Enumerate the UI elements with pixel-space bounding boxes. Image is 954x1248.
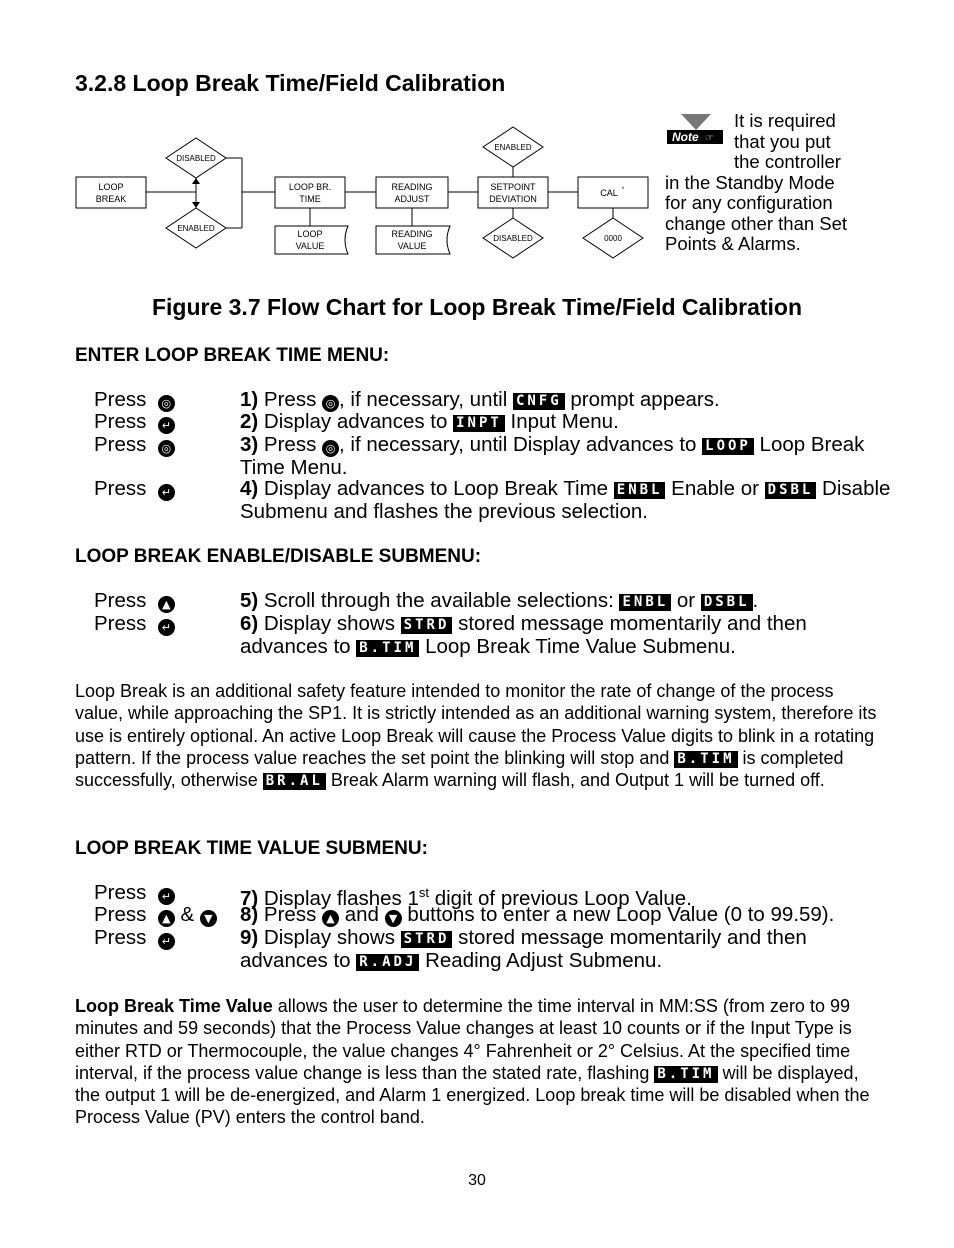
step-7: 7) Display flashes 1st digit of previous Loop Value. bbox=[240, 885, 692, 910]
fc-reading-value-l1: READING bbox=[391, 229, 433, 239]
up-button-icon: ▲ bbox=[322, 910, 339, 927]
lcd-loop: LOOP bbox=[702, 438, 754, 455]
fc-reading-value-l2: VALUE bbox=[397, 241, 427, 251]
menu-button-icon: ◎ bbox=[322, 440, 339, 457]
press-row-6: Press ↵ bbox=[94, 613, 175, 636]
press-row-9: Press ↵ bbox=[94, 927, 175, 950]
fc-setpoint-deviation-l1: SETPOINT bbox=[490, 182, 536, 192]
menu-button-icon: ◎ bbox=[158, 440, 175, 457]
step-2: 2) Display advances to INPT Input Menu. bbox=[240, 410, 619, 433]
step-5: 5) Scroll through the available selections: ENBL or DSBL . bbox=[240, 589, 759, 612]
section-title: 3.2.8 Loop Break Time/Field Calibration bbox=[75, 70, 506, 96]
lcd-dsbl: DSBL bbox=[765, 482, 817, 499]
fc-loop-break-l1: LOOP bbox=[98, 182, 124, 192]
note-line: for any configuration bbox=[665, 192, 833, 213]
section2-heading: LOOP BREAK ENABLE/DISABLE SUBMENU: bbox=[75, 546, 482, 567]
enter-button-icon: ↵ bbox=[158, 888, 175, 905]
fc-sp-enabled: ENABLED bbox=[494, 143, 532, 152]
svg-text:☞: ☞ bbox=[705, 133, 714, 144]
fc-loop-value-l2: VALUE bbox=[295, 241, 325, 251]
lcd-btim: B.TIM bbox=[356, 640, 419, 657]
fc-loop-br-time-l2: TIME bbox=[299, 194, 321, 204]
figure-caption: Figure 3.7 Flow Chart for Loop Break Time/Field Calibration bbox=[151, 294, 803, 320]
fc-setpoint-deviation-l2: DEVIATION bbox=[489, 194, 537, 204]
svg-text:*: * bbox=[621, 187, 625, 193]
up-button-icon: ▲ bbox=[158, 910, 175, 927]
fc-loop-break-l2: BREAK bbox=[95, 194, 127, 204]
step-9: 9) Display shows STRD stored message momentarily and then advances to R.ADJ Reading Adjust Submenu. bbox=[240, 926, 807, 972]
menu-button-icon: ◎ bbox=[158, 395, 175, 412]
note-line: It is required bbox=[734, 110, 836, 131]
lcd-cnfg: CNFG bbox=[513, 393, 565, 410]
flowchart bbox=[70, 125, 660, 265]
enter-button-icon: ↵ bbox=[158, 417, 175, 434]
step-6: 6) Display shows STRD stored message momentarily and then advances to B.TIM Loop Break Time Value Submenu. bbox=[240, 612, 807, 658]
up-button-icon: ▲ bbox=[158, 596, 175, 613]
page-number: 30 bbox=[468, 1172, 486, 1189]
enter-button-icon: ↵ bbox=[158, 619, 175, 636]
lcd-bral: BR.AL bbox=[263, 773, 326, 790]
step-3: 3) Press ◎ , if necessary, until Display advances to LOOP Loop Break Time Menu. bbox=[240, 433, 865, 479]
note-line: that you put bbox=[734, 130, 831, 152]
lcd-enbl: ENBL bbox=[619, 594, 671, 611]
lcd-dsbl: DSBL bbox=[701, 594, 753, 611]
fc-reading-adjust-l1: READING bbox=[391, 182, 433, 192]
press-row-1: Press ◎ bbox=[94, 389, 175, 412]
press-row-4: Press ↵ bbox=[94, 478, 175, 501]
note-line: change other than Set bbox=[665, 212, 848, 234]
note-line: the controller bbox=[734, 151, 841, 172]
down-button-icon: ▼ bbox=[200, 910, 217, 927]
lcd-inpt: INPT bbox=[453, 415, 505, 432]
note-line: in the Standby Mode bbox=[665, 171, 835, 193]
loop-break-description: Loop Break is an additional safety feature intended to monitor the rate of change of the process value, while approaching the SP1. It is strictly intended as an additional warning system, therefore its use is entirely optional. An active Loop Break will cause the Process Value digits to blink in a rotating pattern. If the process value reaches the set point the blinking will stop and B.TIM is completed successfully, otherwise BR.AL Break Alarm warning will flash, and Output 1 will be turned off. bbox=[75, 681, 877, 791]
press-row-7: Press ↵ bbox=[94, 882, 175, 905]
enter-button-icon: ↵ bbox=[158, 933, 175, 950]
note-text bbox=[665, 111, 895, 255]
fc-sp-disabled: DISABLED bbox=[493, 234, 533, 243]
fc-cal-value: 0000 bbox=[604, 234, 622, 243]
fc-loop-value-l1: LOOP bbox=[297, 229, 323, 239]
lcd-btim: B.TIM bbox=[654, 1066, 717, 1083]
note-line: Points & Alarms. bbox=[665, 233, 801, 254]
press-row-8: Press ▲ & ▼ bbox=[94, 904, 217, 927]
lcd-btim: B.TIM bbox=[674, 751, 737, 768]
lcd-strd: STRD bbox=[401, 931, 453, 948]
fc-loop-br-time-l1: LOOP BR. bbox=[288, 182, 332, 192]
loop-break-time-value-description: Loop Break Time Value allows the user to determine the time interval in MM:SS (from zero to 99 minutes and 59 seconds) that the Process Value changes at least 10 counts or if the Input Type is either RTD or Thermocouple, the value changes 4° Fahrenheit or 2° Celsius. At the specified time interval, if the process value change is less than the stated rate, flashing B.TIM will be displayed, the output 1 will be de-energized, and Alarm 1 energized. Loop break time will be disabled when the Process Value (PV) enters the control band. bbox=[75, 996, 870, 1128]
press-row-5: Press ▲ bbox=[94, 590, 175, 613]
lcd-enbl: ENBL bbox=[614, 482, 666, 499]
section1-heading: ENTER LOOP BREAK TIME MENU: bbox=[75, 345, 390, 366]
fc-enabled: ENABLED bbox=[177, 224, 215, 233]
step-8: 8) Press ▲ and ▼ buttons to enter a new Loop Value (0 to 99.59). bbox=[240, 903, 835, 926]
lcd-radj: R.ADJ bbox=[356, 954, 419, 971]
note-label: Note bbox=[672, 130, 699, 144]
press-row-2: Press ↵ bbox=[94, 411, 175, 434]
section3-heading: LOOP BREAK TIME VALUE SUBMENU: bbox=[75, 838, 428, 859]
fc-reading-adjust-l2: ADJUST bbox=[394, 194, 430, 204]
lcd-strd: STRD bbox=[401, 617, 453, 634]
press-row-3: Press ◎ bbox=[94, 434, 175, 457]
fc-cal: CAL bbox=[600, 188, 618, 198]
down-button-icon: ▼ bbox=[385, 910, 402, 927]
enter-button-icon: ↵ bbox=[158, 484, 175, 501]
step-1: 1) Press ◎ , if necessary, until CNFG prompt appears. bbox=[240, 388, 720, 411]
step-4: 4) Display advances to Loop Break Time ENBL Enable or DSBL Disable Submenu and flashes the previous selection. bbox=[240, 477, 891, 523]
menu-button-icon: ◎ bbox=[322, 395, 339, 412]
fc-disabled: DISABLED bbox=[176, 154, 216, 163]
